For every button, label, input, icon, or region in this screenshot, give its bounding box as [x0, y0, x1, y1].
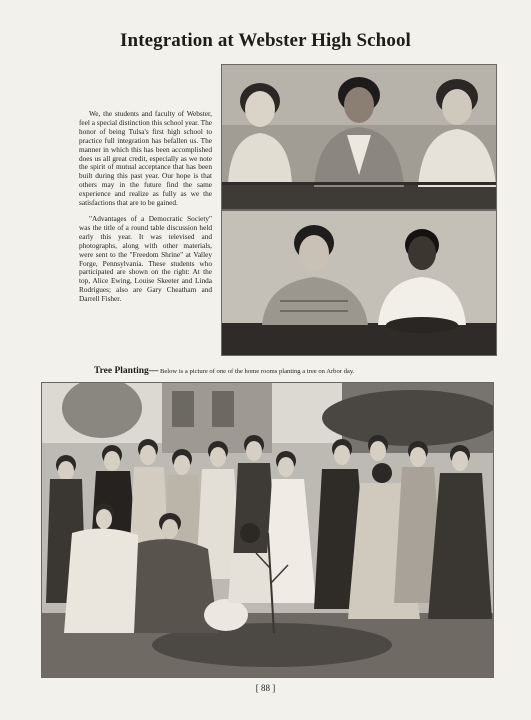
caption-text: Below is a picture of one of the home rooms planting a tree on Arbor day.	[159, 368, 355, 375]
intro-paragraph-1: We, the students and faculty of Webster, feel a special distinction this school year. The honor of being Tulsa's first high school to practice full integration has befallen us. The manner in which this has been accomplished does us all great credit, especially as we note the spirit of mutual acceptance that has been built during this past year. Our hope is that others may in the future find the same experience and realize as fully as we the satisfactions that are to be gained.	[79, 109, 212, 208]
caption-heading: Tree Planting—	[94, 366, 159, 376]
intro-paragraph-2: "Advantages of a Democratic Society" was the title of a round table discussion held early this year. It was televised and photographs, along with other materials, were sent to the "Freedom Shrine" at Valley Forge, Pennsylvania. These students who participated are shown on the right: At the top, Alice Ewing, Louise Skeeter and Linda Rodrigues; also are Gary Cheatham and Darrell Fisher.	[79, 213, 212, 304]
photo-two-students	[221, 210, 497, 356]
page-number: [ 88 ]	[255, 683, 276, 693]
photo-tree-planting	[41, 382, 494, 678]
photo-three-students	[221, 64, 497, 210]
page-title: Integration at Webster High School	[120, 30, 411, 51]
intro-text	[79, 110, 212, 311]
photo-caption	[94, 366, 514, 376]
